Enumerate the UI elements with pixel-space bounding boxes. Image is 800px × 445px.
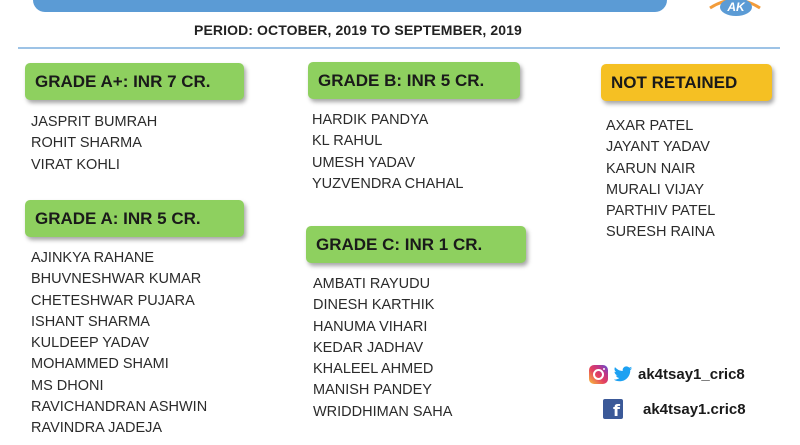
ak-logo (706, 0, 764, 18)
player-name: YUZVENDRA CHAHAL (312, 175, 464, 192)
player-name: ISHANT SHARMA (31, 313, 150, 330)
player-name: AXAR PATEL (606, 118, 694, 134)
player-name: BHUVNESHWAR KUMAR (31, 271, 202, 288)
player-name: CHETESHWAR PUJARA (31, 292, 195, 309)
instagram-twitter-handle: ak4tsay1_cric8 (638, 366, 745, 383)
twitter-icon (613, 366, 633, 383)
not-retained-list (606, 116, 715, 244)
player-name: JASPRIT BUMRAH (31, 114, 158, 130)
player-name: ROHIT SHARMA (31, 135, 142, 152)
instagram-icon (589, 365, 608, 384)
player-name: AJINKYA RAHANE (31, 250, 155, 266)
grade-a-plus-list (31, 112, 157, 176)
grade-a-list (31, 248, 207, 440)
player-name: RAVINDRA JADEJA (31, 420, 163, 437)
player-name: MANISH PANDEY (313, 382, 432, 399)
player-name: JAYANT YADAV (606, 139, 710, 156)
not-retained-badge: NOT RETAINED (601, 64, 772, 101)
facebook-icon: f (603, 399, 623, 419)
grade-a-plus-badge: GRADE A+: INR 7 CR. (25, 63, 244, 100)
player-name: KHALEEL AHMED (313, 361, 434, 378)
grade-c-badge: GRADE C: INR 1 CR. (306, 226, 526, 263)
player-name: KARUN NAIR (606, 160, 696, 177)
player-name: SURESH RAINA (606, 224, 715, 241)
player-name: KL RAHUL (312, 133, 383, 150)
player-name: AMBATI RAYUDU (313, 276, 431, 292)
grade-c-list (313, 274, 452, 423)
logo-text: AK (727, 0, 745, 14)
player-name: MOHAMMED SHAMI (31, 356, 169, 373)
player-name: UMESH YADAV (312, 154, 416, 171)
top-banner (33, 0, 667, 12)
period-heading: PERIOD: OCTOBER, 2019 TO SEPTEMBER, 2019 (194, 22, 522, 38)
player-name: PARTHIV PATEL (606, 203, 716, 220)
player-name: KULDEEP YADAV (31, 335, 150, 352)
grade-b-badge: GRADE B: INR 5 CR. (308, 62, 520, 99)
divider (18, 47, 780, 49)
facebook-handle: ak4tsay1.cric8 (643, 400, 746, 418)
grade-b-list (312, 110, 463, 195)
player-name: VIRAT KOHLI (31, 156, 120, 173)
player-name: MS DHONI (31, 377, 104, 394)
instagram-twitter-handle-row (589, 365, 745, 384)
facebook-handle-row (603, 399, 746, 419)
player-name: HANUMA VIHARI (313, 318, 428, 335)
player-name: WRIDDHIMAN SAHA (313, 403, 453, 420)
player-name: DINESH KARTHIK (313, 297, 435, 314)
player-name: HARDIK PANDYA (312, 112, 429, 128)
grade-a-badge: GRADE A: INR 5 CR. (25, 200, 244, 237)
player-name: MURALI VIJAY (606, 181, 705, 198)
player-name: KEDAR JADHAV (313, 339, 424, 356)
player-name: RAVICHANDRAN ASHWIN (31, 399, 208, 416)
